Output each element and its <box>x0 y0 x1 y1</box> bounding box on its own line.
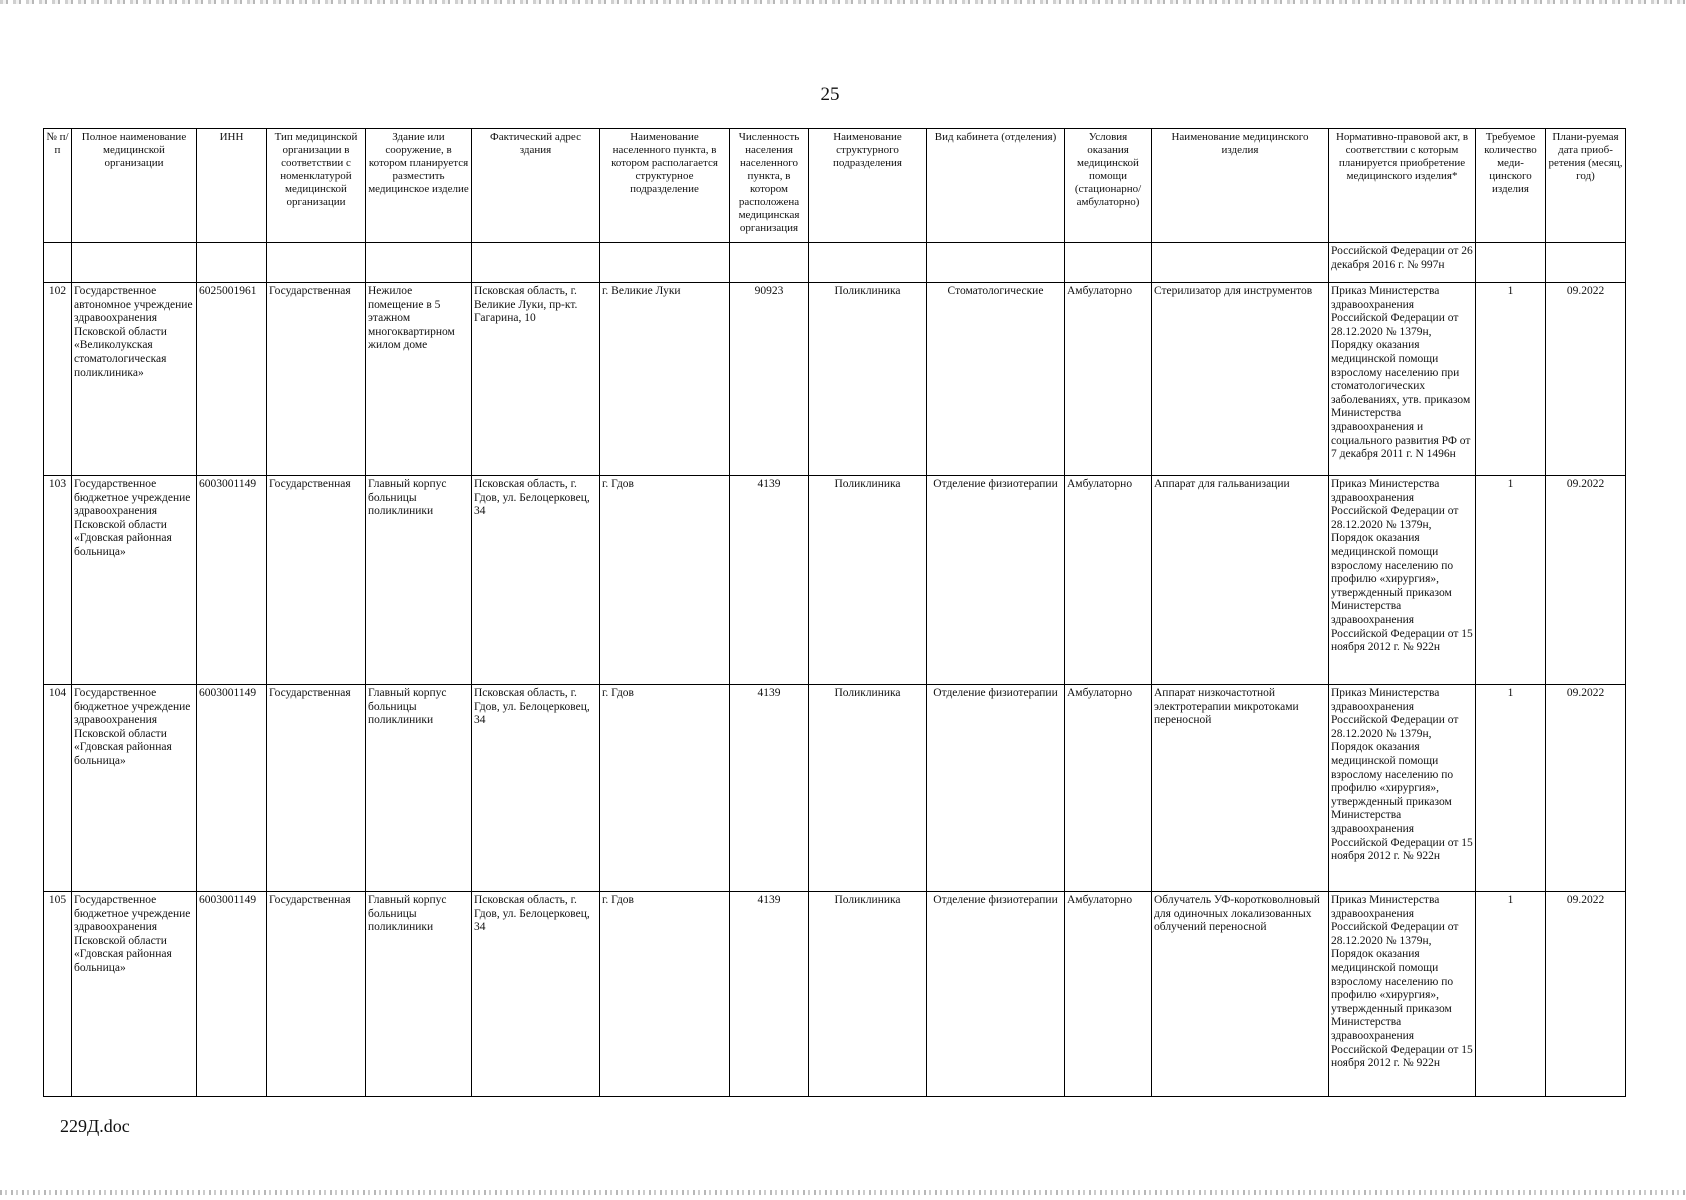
cell-conditions: Амбулаторно <box>1065 892 1152 1097</box>
cell-inn: 6025001961 <box>197 283 267 476</box>
cell-cabinet: Отделение физиотерапии <box>927 476 1065 685</box>
col-header-conditions: Условия оказания медицинской помощи (стационарно/ амбулаторно) <box>1065 129 1152 243</box>
footer-filename: 229Д.doc <box>60 1116 130 1136</box>
cell-address: Псковская область, г. Гдов, ул. Белоцерковец, 34 <box>472 476 600 685</box>
cell-cabinet: Отделение физиотерапии <box>927 892 1065 1097</box>
cell-address: Псковская область, г. Великие Луки, пр-кт. Гагарина, 10 <box>472 283 600 476</box>
cell-device: Стерилизатор для инструментов <box>1152 283 1329 476</box>
cell-num: 104 <box>44 685 72 892</box>
scan-edge-top <box>0 0 1686 4</box>
cell-legal-act: Приказ Министерства здравоохранения Российской Федерации от 28.12.2020 № 1379н, Порядок оказания медицинской помощи взрослому населению по профилю «хирургия», утвержденный приказом Министерства здравоохранения Российской Федерации от 15 ноября 2012 г. № 922н <box>1329 892 1476 1097</box>
col-header-population: Численность населения населенного пункта, в котором расположена медицинская организация <box>730 129 809 243</box>
cell-building: Главный корпус больницы поликлиники <box>366 892 472 1097</box>
cell-building: Главный корпус больницы поликлиники <box>366 685 472 892</box>
col-header-quantity: Требуемое количество меди-цинского изделия <box>1476 129 1546 243</box>
cell-quantity: 1 <box>1476 892 1546 1097</box>
cell-conditions: Амбулаторно <box>1065 283 1152 476</box>
cell-device: Аппарат низкочастотной электротерапии микротоками переносной <box>1152 685 1329 892</box>
continuation-row <box>44 243 1626 283</box>
cell-population: 4139 <box>730 685 809 892</box>
col-header-inn: ИНН <box>197 129 267 243</box>
cell-num: 103 <box>44 476 72 685</box>
cell-inn: 6003001149 <box>197 892 267 1097</box>
cell-division: Поликлиника <box>809 476 927 685</box>
page-number: 25 <box>820 84 840 105</box>
cell-address: Псковская область, г. Гдов, ул. Белоцерковец, 34 <box>472 685 600 892</box>
cell-legal-act: Приказ Министерства здравоохранения Российской Федерации от 28.12.2020 № 1379н, Порядку оказания медицинской помощи взрослому населению при стоматологических заболеваниях, утв. приказом Министерства здравоохранения и социального развития РФ от 7 декабря 2011 г. N 1496н <box>1329 283 1476 476</box>
col-header-building: Здание или сооружение, в котором планируется разместить медицинское изделие <box>366 129 472 243</box>
cell-num: 105 <box>44 892 72 1097</box>
header-row <box>44 129 1626 243</box>
cell-legal-act: Российской Федерации от 26 декабря 2016 г. № 997н <box>1329 243 1476 283</box>
col-header-org: Полное наименование медицинской организации <box>72 129 197 243</box>
cell-num: 102 <box>44 283 72 476</box>
cell-division: Поликлиника <box>809 685 927 892</box>
cell-type: Государственная <box>267 283 366 476</box>
col-header-legal-act: Нормативно-правовой акт, в соответствии с которым планируется приобретение медицинского изделия* <box>1329 129 1476 243</box>
cell-population: 4139 <box>730 476 809 685</box>
cell-org: Государственное бюджетное учреждение здравоохранения Псковской области «Гдовская районная больница» <box>72 476 197 685</box>
cell-building: Нежилое помещение в 5 этажном многоквартирном жилом доме <box>366 283 472 476</box>
cell-device: Аппарат для гальванизации <box>1152 476 1329 685</box>
table-row <box>44 476 1626 685</box>
col-header-locality: Наименование населенного пункта, в котором располагается структурное подразделение <box>600 129 730 243</box>
col-header-num: № п/п <box>44 129 72 243</box>
col-header-type: Тип медицинской организации в соответствии с номенклатурой медицинской организации <box>267 129 366 243</box>
cell-org: Государственное бюджетное учреждение здравоохранения Псковской области «Гдовская районная больница» <box>72 685 197 892</box>
cell-device: Облучатель УФ-коротковолновый для одиночных локализованных облучений переносной <box>1152 892 1329 1097</box>
cell-quantity: 1 <box>1476 283 1546 476</box>
cell-locality: г. Гдов <box>600 685 730 892</box>
cell-population: 90923 <box>730 283 809 476</box>
col-header-address: Фактический адрес здания <box>472 129 600 243</box>
cell-date: 09.2022 <box>1546 476 1626 685</box>
col-header-device: Наименование медицинского изделия <box>1152 129 1329 243</box>
scan-edge-bottom <box>0 1190 1686 1195</box>
table-row <box>44 283 1626 476</box>
table-row <box>44 892 1626 1097</box>
cell-inn: 6003001149 <box>197 685 267 892</box>
cell-legal-act: Приказ Министерства здравоохранения Российской Федерации от 28.12.2020 № 1379н, Порядок оказания медицинской помощи взрослому населению по профилю «хирургия», утвержденный приказом Министерства здравоохранения Российской Федерации от 15 ноября 2012 г. № 922н <box>1329 476 1476 685</box>
cell-locality: г. Великие Луки <box>600 283 730 476</box>
cell-building: Главный корпус больницы поликлиники <box>366 476 472 685</box>
cell-cabinet: Стоматологические <box>927 283 1065 476</box>
col-header-division: Наименование структурного подразделения <box>809 129 927 243</box>
cell-type: Государственная <box>267 685 366 892</box>
col-header-date: Плани-руемая дата приоб-ретения (месяц, год) <box>1546 129 1626 243</box>
cell-org: Государственное бюджетное учреждение здравоохранения Псковской области «Гдовская районная больница» <box>72 892 197 1097</box>
cell-date: 09.2022 <box>1546 283 1626 476</box>
cell-address: Псковская область, г. Гдов, ул. Белоцерковец, 34 <box>472 892 600 1097</box>
cell-conditions: Амбулаторно <box>1065 476 1152 685</box>
cell-date: 09.2022 <box>1546 892 1626 1097</box>
table-row <box>44 685 1626 892</box>
cell-org: Государственное автономное учреждение здравоохранения Псковской области «Великолукская стоматологическая поликлиника» <box>72 283 197 476</box>
cell-quantity: 1 <box>1476 685 1546 892</box>
cell-inn: 6003001149 <box>197 476 267 685</box>
cell-population: 4139 <box>730 892 809 1097</box>
cell-type: Государственная <box>267 892 366 1097</box>
cell-locality: г. Гдов <box>600 476 730 685</box>
cell-division: Поликлиника <box>809 283 927 476</box>
equipment-table <box>43 128 1626 1097</box>
cell-division: Поликлиника <box>809 892 927 1097</box>
cell-cabinet: Отделение физиотерапии <box>927 685 1065 892</box>
cell-quantity: 1 <box>1476 476 1546 685</box>
cell-type: Государственная <box>267 476 366 685</box>
cell-conditions: Амбулаторно <box>1065 685 1152 892</box>
col-header-cabinet: Вид кабинета (отделения) <box>927 129 1065 243</box>
cell-legal-act: Приказ Министерства здравоохранения Российской Федерации от 28.12.2020 № 1379н, Порядок оказания медицинской помощи взрослому населению по профилю «хирургия», утвержденный приказом Министерства здравоохранения Российской Федерации от 15 ноября 2012 г. № 922н <box>1329 685 1476 892</box>
cell-date: 09.2022 <box>1546 685 1626 892</box>
cell-locality: г. Гдов <box>600 892 730 1097</box>
